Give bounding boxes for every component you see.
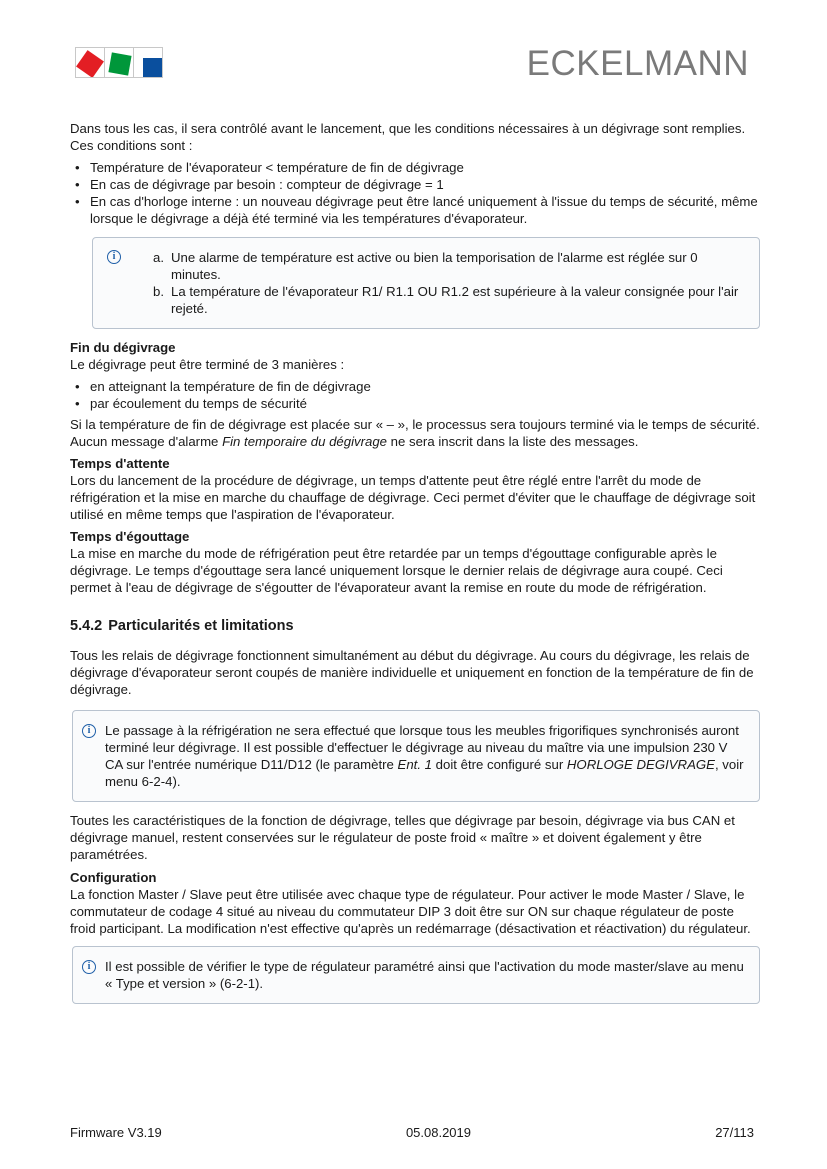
italic-term: Ent. 1 xyxy=(397,757,433,772)
list-item xyxy=(153,249,745,283)
caracteristiques-paragraph: Toutes les caractéristiques de la fonction de dégivrage, telles que dégivrage par besoin, dégivrage via bus CAN et dégivrage manuel, restent conservées sur le régulateur de poste froid « maître » et doivent également y être paramétrées. xyxy=(70,813,735,862)
section-paragraph: Tous les relais de dégivrage fonctionnent simultanément au début du dégivrage. Au cours du dégivrage, les relais de dégivrage d'évaporateur seront coupés de manière individuelle et uniquement en fonction de la température de fin de dégivrage. xyxy=(70,648,754,697)
fin-intro: Le dégivrage peut être terminé de 3 manières : xyxy=(70,357,345,372)
page-footer xyxy=(70,1124,754,1141)
italic-term: Fin temporaire du dégivrage xyxy=(222,434,387,449)
note-alpha-list xyxy=(153,249,745,317)
logo-cell-blue xyxy=(133,47,163,78)
text-span: Le passage à la réfrigération ne sera effectué que lorsque tous les meubles frigorifiques synchronisés auront terminé leur dégivrage. Il est possible d'effectuer le dégivrage au niveau du maître via une impulsion 230 V CA sur l'entrée numérique D11/D12 (le paramètre xyxy=(105,723,739,772)
logo-cell-red xyxy=(75,47,105,78)
list-marker: b. xyxy=(153,284,164,299)
blue-square-icon xyxy=(143,58,163,78)
subheading-attente: Temps d'attente xyxy=(70,456,170,471)
footer-firmware: Firmware V3.19 xyxy=(70,1125,162,1140)
subheading-fin: Fin du dégivrage xyxy=(70,340,176,355)
subheading-configuration: Configuration xyxy=(70,870,157,885)
info-note-synchro xyxy=(72,710,760,802)
brand-wordmark: ECKELMANN xyxy=(526,44,749,83)
red-square-icon xyxy=(76,50,104,78)
footer-page-number: 27/113 xyxy=(715,1125,754,1140)
fin-paragraph xyxy=(70,416,760,450)
section-heading xyxy=(70,618,760,635)
intro-paragraph: Dans tous les cas, il sera contrôlé avant le lancement, que les conditions nécessaires à un dégivrage sont remplies. Ces conditions sont : xyxy=(70,121,746,153)
list-item: • par écoulement du temps de sécurité xyxy=(70,395,760,412)
text-span: Si la température de fin de dégivrage est placée sur « – », le processus sera toujours terminé via le temps de sécurité. Aucun message d'alarme xyxy=(70,417,760,449)
conditions-list xyxy=(70,159,760,227)
list-item: • En cas d'horloge interne : un nouveau dégivrage peut être lancé uniquement à l'issue du temps de sécurité, même lorsque le dégivrage a déjà été terminé via les températures d'évaporateur. xyxy=(70,193,760,227)
list-item: • en atteignant la température de fin de dégivrage xyxy=(70,378,760,395)
info-note-type-version xyxy=(72,946,760,1004)
text-span: ne sera inscrit dans la liste des messages. xyxy=(387,434,639,449)
note-text: Il est possible de vérifier le type de régulateur paramétré ainsi que l'activation du mode master/slave au menu « Type et version » (6-2-1). xyxy=(105,959,744,991)
text-span: , voir menu 6-2-4). xyxy=(105,757,744,789)
info-icon: i xyxy=(82,724,96,738)
configuration-paragraph: La fonction Master / Slave peut être utilisée avec chaque type de régulateur. Pour activer le mode Master / Slave, le commutateur de codage 4 situé au niveau du commutateur DIP 3 doit être sur ON sur chaque régulateur de poste froid participant. La modification n'est effective qu'après un redémarrage (désactivation et réactivation) du régulateur. xyxy=(70,887,751,936)
attente-paragraph: Lors du lancement de la procédure de dégivrage, un temps d'attente peut être réglé entre l'arrêt du mode de réfrigération et la mise en marche du chauffage de dégivrage. Ceci permet d'éviter que le chauffage de dégivrage soit utilisé en même temps que l'aspiration de l'évaporateur. xyxy=(70,473,756,522)
list-item xyxy=(153,283,745,317)
list-item-text: La température de l'évaporateur R1/ R1.1 OU R1.2 est supérieure à la valeur consignée pour l'air rejeté. xyxy=(171,284,739,316)
section-number: 5.4.2 xyxy=(70,618,103,634)
subheading-egouttage: Temps d'égouttage xyxy=(70,529,190,544)
fin-list xyxy=(70,378,760,412)
eckelmann-logo-squares xyxy=(75,47,166,78)
page-content xyxy=(70,120,760,1014)
logo-cell-green xyxy=(104,47,134,78)
list-item: • Température de l'évaporateur < température de fin de dégivrage xyxy=(70,159,760,176)
list-marker: a. xyxy=(153,250,164,265)
green-square-icon xyxy=(108,52,131,75)
list-item: • En cas de dégivrage par besoin : compteur de dégivrage = 1 xyxy=(70,176,760,193)
section-title: Particularités et limitations xyxy=(108,618,294,634)
italic-term: HORLOGE DEGIVRAGE xyxy=(566,757,715,772)
footer-date: 05.08.2019 xyxy=(405,1125,472,1140)
info-note-alarm xyxy=(92,237,760,329)
list-item-text: Une alarme de température est active ou bien la temporisation de l'alarme est réglée sur 0 minutes. xyxy=(171,250,698,282)
egouttage-paragraph: La mise en marche du mode de réfrigération peut être retardée par un temps d'égouttage configurable après le dégivrage. Le temps d'égouttage sera lancé uniquement lorsque le dernier relais de dégivrage aura coupé. Ceci permet à l'eau de dégivrage de s'égoutter de l'évaporateur avant la remise en route du mode de réfrigération. xyxy=(70,546,723,595)
text-span: doit être configuré sur xyxy=(432,757,567,772)
info-icon: i xyxy=(107,250,121,264)
note-text xyxy=(87,722,745,790)
info-icon: i xyxy=(82,960,96,974)
